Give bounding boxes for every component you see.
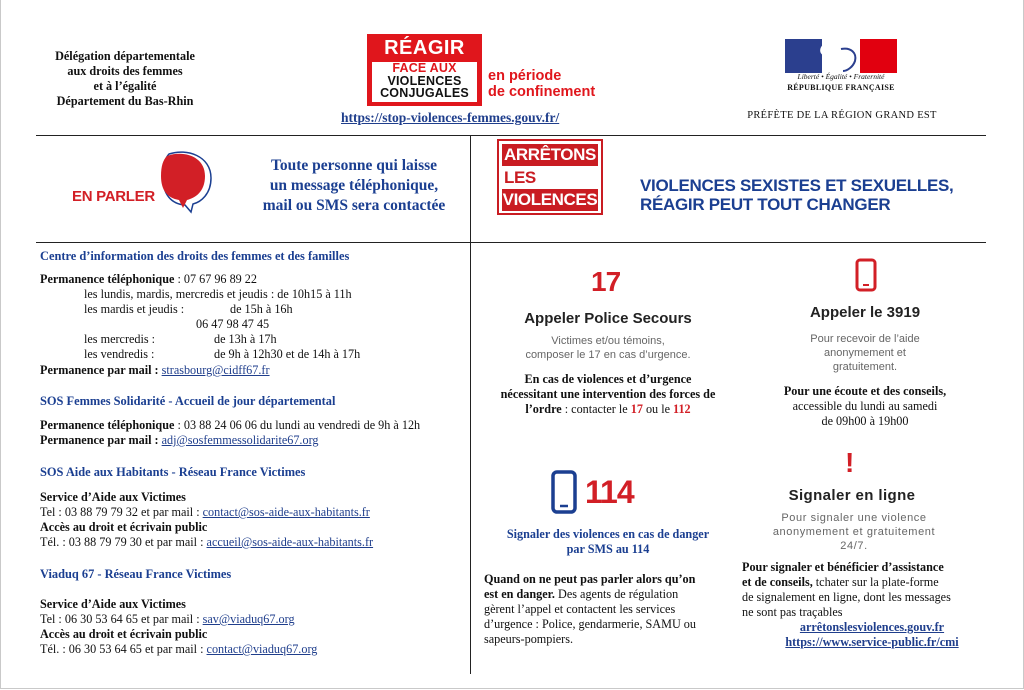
- contact-message-line: Toute personne qui laisse: [270, 157, 438, 174]
- online-title: Signaler en ligne: [788, 487, 916, 504]
- sms-detail-line: sapeurs-pompiers.: [484, 632, 574, 646]
- sos-title: SOS Femmes Solidarité - Accueil de jour départemental: [40, 394, 336, 408]
- slogan: [640, 176, 953, 214]
- sms-detail-bold: est en danger.: [484, 587, 555, 601]
- online-sub-line: anonymement et gratuitement: [772, 526, 936, 538]
- viaduq-tel2: Tél. : 06 30 53 64 65 et par mail :: [40, 642, 207, 656]
- police-subtext: [490, 334, 726, 362]
- exclamation-icon: !: [845, 447, 855, 478]
- police-title: Appeler Police Secours: [524, 310, 692, 327]
- police-detail-line: nécessitant une intervention des forces de: [500, 387, 716, 401]
- viaduq-service-label: Service d’Aide aux Victimes: [40, 597, 186, 611]
- saah-service: [40, 490, 186, 505]
- police-detail-line: [478, 402, 738, 417]
- sos-mail-link[interactable]: adj@sosfemmessolidarite67.org: [161, 433, 319, 447]
- republique-francaise: RÉPUBLIQUE FRANÇAISE: [787, 83, 895, 92]
- online-detail-bold: et de conseils,: [742, 575, 813, 589]
- cidff-tel-value: : 07 67 96 89 22: [174, 272, 257, 286]
- online-detail-line: [742, 560, 992, 575]
- sos-mail-row: [40, 433, 319, 448]
- sms-number: 114: [585, 474, 634, 510]
- viaduq-tel2-row: [40, 642, 317, 657]
- online-detail-line: ne sont pas traçables: [742, 605, 843, 619]
- speech-bubble-icon: [157, 150, 215, 214]
- banner-divider: [36, 242, 986, 243]
- column-divider: [470, 135, 471, 674]
- arretons-logo: [497, 139, 603, 215]
- en-parler-label: EN PARLER: [72, 188, 155, 205]
- online-detail-line: de signalement en ligne, dont les messages: [742, 590, 951, 604]
- sos-mail-label: Permanence par mail :: [40, 433, 159, 447]
- police-number: 17: [591, 266, 621, 297]
- sms-detail-normal: Des agents de régulation: [554, 587, 679, 601]
- police-sub-line: Victimes et/ou témoins,: [551, 335, 665, 347]
- cidff-hours-4-days: les vendredis :: [84, 347, 155, 361]
- viaduq-acces-label: Accès au droit et écrivain public: [40, 627, 208, 641]
- smartphone-icon: [551, 470, 577, 514]
- police-ou: ou le: [642, 402, 674, 416]
- sms-detail-bold: Quand on ne peut pas parler alors qu’on: [484, 572, 696, 586]
- online-subtext: [736, 511, 972, 553]
- reagir-logo: [367, 34, 482, 106]
- n3919-detail: [750, 384, 980, 429]
- contact-message: [244, 156, 464, 216]
- stop-violences-link[interactable]: https://stop-violences-femmes.gouv.fr/: [341, 110, 560, 125]
- n3919-detail-line: Pour une écoute et des conseils,: [783, 384, 947, 398]
- police-ordre: l’ordre: [525, 402, 562, 416]
- saah-mail2-link[interactable]: accueil@sos-aide-aux-habitants.fr: [206, 535, 374, 549]
- saah-service-label: Service d’Aide aux Victimes: [40, 490, 186, 504]
- republic-motto: Liberté • Égalité • Fraternité: [797, 72, 885, 81]
- prefete-title: PRÉFÈTE DE LA RÉGION GRAND EST: [747, 110, 937, 121]
- delegation-block: [40, 49, 210, 109]
- saah-tel: Tel : 03 88 79 79 32 et par mail :: [40, 505, 203, 519]
- mobile-phone-icon: [855, 258, 877, 292]
- viaduq-mail-link[interactable]: sav@viaduq67.org: [202, 612, 295, 626]
- violences-text: VIOLENCES: [502, 190, 598, 209]
- les-text: LES: [504, 168, 536, 187]
- sms-detail-line: gèrent l’appel et contactent les services: [484, 602, 676, 616]
- sos-tel-label: Permanence téléphonique: [40, 418, 175, 432]
- n3919-sub-line: gratuitement.: [832, 361, 898, 373]
- online-detail: [742, 560, 992, 620]
- viaduq-tel-row: [40, 612, 295, 627]
- saah-tel2-row: [40, 535, 373, 550]
- n3919-sub-line: Pour recevoir de l’aide: [810, 333, 920, 345]
- saah-mail-link[interactable]: contact@sos-aide-aux-habitants.fr: [202, 505, 370, 519]
- marianne-flag-logo: [785, 39, 897, 73]
- sms-title-line: Signaler des violences en cas de danger: [506, 527, 710, 541]
- cidff-mail-label: Permanence par mail :: [40, 363, 159, 377]
- saah-acces-label: Accès au droit et écrivain public: [40, 520, 208, 534]
- saah-title: SOS Aide aux Habitants - Réseau France Victimes: [40, 465, 306, 479]
- arretons-text: ARRÊTONS: [502, 144, 598, 166]
- sos-tel: [40, 418, 420, 433]
- viaduq-tel: Tel : 06 30 53 64 65 et par mail :: [40, 612, 203, 626]
- police-contact: : contacter le: [561, 402, 631, 416]
- cidff-hours-2-time: de 15h à 16h: [230, 302, 293, 316]
- sos-tel-value: : 03 88 24 06 06 du lundi au vendredi de 9h à 12h: [174, 418, 421, 432]
- cidff-hours-1: les lundis, mardis, mercredis et jeudis : de 10h15 à 11h: [84, 287, 352, 301]
- cidff-hours-2-days: les mardis et jeudis :: [84, 302, 185, 316]
- periode-line: en période: [488, 68, 562, 84]
- saah-tel2: Tél. : 03 88 79 79 30 et par mail :: [40, 535, 207, 549]
- sms-detail: [484, 572, 734, 647]
- delegation-line: Département du Bas-Rhin: [56, 94, 194, 108]
- logo-reagir-text: RÉAGIR: [384, 37, 465, 59]
- online-sub-line: Pour signaler une violence: [781, 512, 927, 524]
- cidff-hours-2-phone: 06 47 98 47 45: [196, 317, 270, 331]
- delegation-line: Délégation départementale: [55, 49, 195, 63]
- marianne-profile-icon: [811, 41, 863, 73]
- online-detail-normal: tchater sur la plate-forme: [812, 575, 939, 589]
- cidff-mail-row: [40, 363, 270, 378]
- delegation-line: et à l’égalité: [93, 79, 157, 93]
- n3919-subtext: [750, 332, 980, 374]
- contact-message-line: un message téléphonique,: [269, 177, 439, 194]
- logo-violences: VIOLENCES: [387, 73, 462, 88]
- cidff-title: Centre d’information des droits des femmes et des familles: [40, 249, 350, 263]
- cidff-tel: [40, 272, 257, 287]
- saah-acces: [40, 520, 207, 535]
- police-17: 17: [630, 402, 643, 416]
- sms-detail-line: [484, 587, 734, 602]
- logo-face-aux: FACE AUX: [392, 61, 457, 75]
- cidff-mail-link[interactable]: strasbourg@cidff67.fr: [161, 363, 270, 377]
- sms-title-line: par SMS au 114: [566, 542, 650, 556]
- service-public-link[interactable]: https://www.service-public.fr/cmi: [785, 635, 959, 649]
- cidff-hours-4-time: de 9h à 12h30 et de 14h à 17h: [214, 347, 361, 361]
- delegation-line: aux droits des femmes: [67, 64, 183, 78]
- police-detail-line: En cas de violences et d’urgence: [524, 372, 692, 386]
- online-detail-bold: Pour signaler et bénéficier d’assistance: [742, 560, 944, 574]
- header-divider: [36, 135, 986, 136]
- cidff-hours-3-days: les mercredis :: [84, 332, 156, 346]
- sms-title: [478, 527, 738, 557]
- n3919-detail-line: de 09h00 à 19h00: [821, 414, 909, 428]
- sms-detail-line: [484, 572, 734, 587]
- cidff-tel-label: Permanence téléphonique: [40, 272, 175, 286]
- online-links: [742, 620, 1002, 650]
- n3919-title: Appeler le 3919: [809, 304, 921, 321]
- contact-message-line: mail ou SMS sera contactée: [262, 197, 446, 214]
- viaduq-mail2-link[interactable]: contact@viaduq67.org: [206, 642, 318, 656]
- periode-text: [488, 68, 595, 100]
- police-detail: [478, 372, 738, 417]
- slogan-line: RÉAGIR PEUT TOUT CHANGER: [640, 195, 891, 214]
- n3919-sub-line: anonymement et: [824, 347, 906, 359]
- online-detail-line: [742, 575, 992, 590]
- n3919-detail-line: accessible du lundi au samedi: [792, 399, 938, 413]
- viaduq-acces: [40, 627, 207, 642]
- slogan-line: VIOLENCES SEXISTES ET SEXUELLES,: [640, 176, 954, 195]
- logo-conjugales: CONJUGALES: [380, 86, 469, 100]
- cidff-hours-3-time: de 13h à 17h: [214, 332, 277, 346]
- sms-detail-line: d’urgence : Police, gendarmerie, SAMU ou: [484, 617, 696, 631]
- viaduq-title: Viaduq 67 - Réseau France Victimes: [40, 567, 232, 581]
- viaduq-service: [40, 597, 186, 612]
- police-sub-line: composer le 17 en cas d’urgence.: [525, 349, 691, 361]
- police-112: 112: [673, 402, 691, 416]
- arretons-link[interactable]: arrêtonslesviolences.gouv.fr: [799, 620, 945, 634]
- periode-line: de confinement: [488, 84, 596, 100]
- saah-tel-row: [40, 505, 370, 520]
- online-sub-line: 24/7.: [840, 540, 868, 552]
